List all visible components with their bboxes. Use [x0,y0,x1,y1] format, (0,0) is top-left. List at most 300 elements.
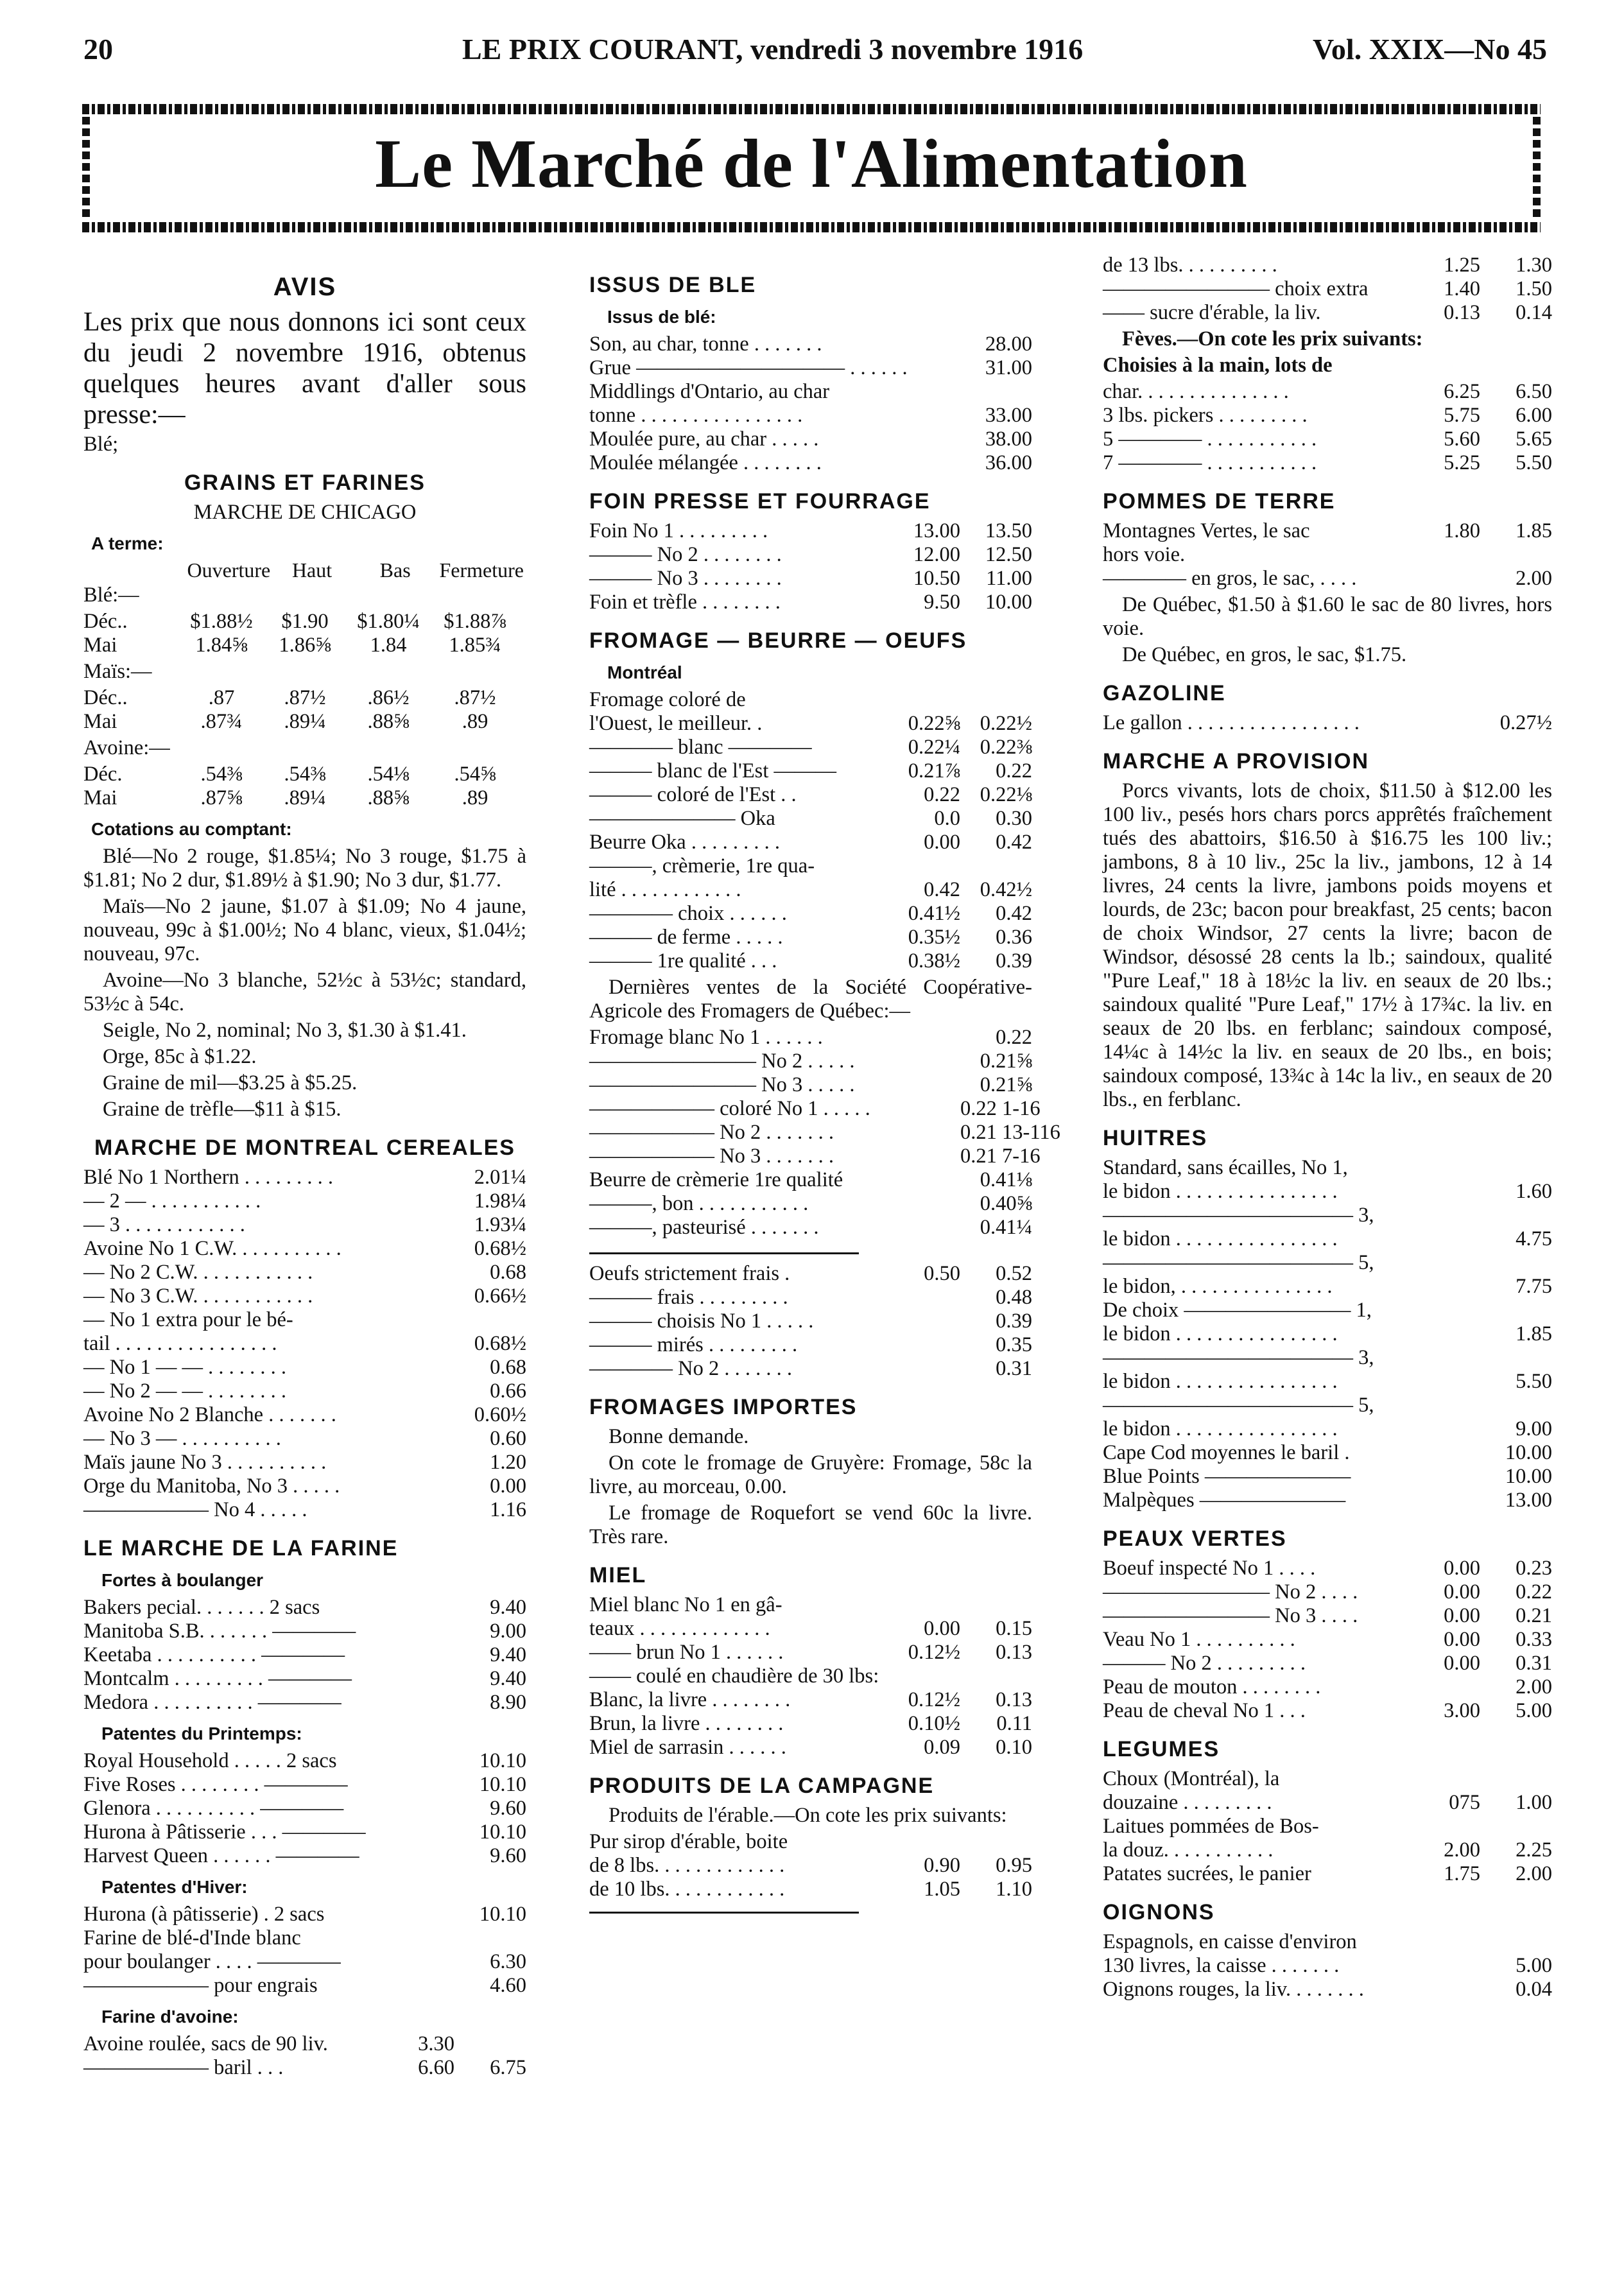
avoine-heading: Farine d'avoine: [101,2007,239,2027]
item-price: 9.40 [490,1596,526,1619]
price-row [1103,451,1552,475]
item-label: —————— baril . . . [83,2056,284,2079]
price-row [83,1213,526,1237]
item-price-high: 0.11 [996,1712,1032,1735]
paragraph: Seigle, No 2, nominal; No 3, $1.30 à $1.41. [103,1019,467,1042]
paragraph: De Québec, $1.50 à $1.60 le sac de 80 livres, hors voie. [1103,593,1552,640]
item-price: 7.75 [1516,1275,1552,1298]
item-price [1480,1394,1552,1417]
item-price: 10.50 [913,567,960,590]
futures-price: 1.85¾ [449,634,501,657]
item-price: 0.60½ [474,1403,526,1426]
price-row [1103,1465,1552,1489]
price-row [83,1237,526,1261]
item-label: Choux (Montréal), la [1103,1767,1280,1790]
item-price: 36.00 [985,451,1032,474]
price-row [589,1026,1032,1050]
item-label: teaux . . . . . . . . . . . . . [589,1617,770,1640]
price-row [589,451,1032,475]
item-label: ——— No 3 . . . . . . . . [589,567,782,590]
item-price: 0.21⅝ [980,1050,1032,1073]
item-price-high: 6.00 [1516,404,1552,427]
paragraph: De Québec, en gros, le sac, $1.75. [1122,643,1407,666]
foin-list [589,519,1032,614]
item-price: 0.41⅛ [980,1168,1032,1191]
printemps-heading: Patentes du Printemps: [101,1724,302,1743]
item-label: —————— No 2 . . . . . . . [589,1121,834,1144]
item-price: 10.10 [479,1773,526,1796]
item-price-high: 0.31 [1516,1652,1552,1675]
item-label: Peau de mouton . . . . . . . . [1103,1675,1321,1699]
item-price [888,854,960,878]
futures-price: $1.88½ [190,610,253,633]
item-label: —————— pour engrais [83,1974,318,1997]
item-price-high: 0.95 [996,1854,1032,1877]
futures-price: $1.90 [281,610,329,633]
item-price: 10.00 [1505,1465,1552,1488]
item-price [1408,1675,1480,1699]
item-price [888,1593,960,1617]
oeufs-list [589,1262,1032,1381]
item-label: ———————— No 3 . . . . [1103,1604,1358,1627]
ornamental-border-top [82,104,1541,114]
item-label: ———— No 2 . . . . . . . [589,1357,792,1380]
item-label: Fromage blanc No 1 . . . . . . [589,1026,823,1049]
price-row [589,1641,1032,1664]
price-row [83,1926,526,1950]
item-price: 10.10 [479,1903,526,1926]
price-row [589,712,1032,736]
futures-price: .88⅝ [367,710,410,733]
item-price-high: 1.85 [1516,519,1552,542]
item-price [1480,1930,1552,1954]
section-title: Le Marché de l'Alimentation [375,126,1248,202]
item-label: —————— No 3 . . . . . . . [589,1145,834,1168]
avis-text: Les prix que nous donnons ici sont ceux du jeudi 2 novembre 1916, obtenus quelques heures avant d'aller sous presse:— [83,307,526,429]
price-row [1103,1628,1552,1652]
month-label: Déc.. [83,686,128,709]
item-price-high [1480,1815,1552,1838]
item-label: Hurona à Pâtisserie . . . ———— [83,1820,366,1844]
peaux-heading: PEAUX VERTES [1103,1526,1287,1551]
paragraph: Le fromage de Roquefort se vend 60c la livre. Très rare. [589,1501,1032,1548]
price-row [1103,1767,1552,1791]
item-price-high: 0.48 [996,1286,1032,1309]
item-price: 0.00 [1444,1604,1480,1627]
futures-price: .89 [462,786,488,809]
price-row [589,1688,1032,1712]
item-price: 0.21 13-116 [960,1121,1060,1144]
price-row [589,404,1032,428]
price-row [83,1474,526,1498]
item-price: 0.10½ [908,1712,960,1735]
item-label: Keetaba . . . . . . . . . . ———— [83,1643,345,1666]
futures-row [83,610,526,634]
price-row [589,783,1032,807]
item-label: le bidon . . . . . . . . . . . . . . . . [1103,1322,1338,1345]
provision-heading: MARCHE A PROVISION [1103,749,1370,774]
item-price: 10.10 [479,1820,526,1844]
item-label: —— coulé en chaudière de 30 lbs: [589,1664,879,1688]
item-price: 0.50 [924,1262,960,1285]
item-label: ——— blanc de l'Est ——— [589,759,836,782]
price-row [1103,1394,1552,1417]
item-price: 0.00 [1444,1580,1480,1604]
price-row [1103,711,1552,735]
item-label: Avoine No 1 C.W. . . . . . . . . . . [83,1237,341,1260]
item-price: 0.41¼ [980,1216,1032,1239]
price-row [589,1262,1032,1286]
item-price [1408,1815,1480,1838]
item-price-high: 0.35 [996,1333,1032,1356]
price-row [589,807,1032,831]
futures-price: .54⅜ [284,763,326,786]
item-price [1408,567,1480,591]
item-price: 5.75 [1444,404,1480,427]
item-label: ——— No 2 . . . . . . . . . [1103,1652,1306,1675]
item-label: —————— coloré No 1 . . . . . [589,1097,870,1120]
item-price: 1.80 [1444,519,1480,542]
item-price-high: 0.13 [996,1641,1032,1664]
item-price [888,1310,960,1333]
item-label: Moulée pure, au char . . . . . [589,428,819,451]
item-price-high: 0.22 [996,759,1032,782]
item-label: Blue Points ——————— [1103,1465,1351,1488]
price-row [1103,1346,1552,1370]
item-price-high: 0.13 [996,1688,1032,1711]
item-price: 10.00 [1505,1441,1552,1464]
month-label: Déc.. [83,610,128,633]
item-price: 0.22 1-16 [960,1097,1041,1120]
price-row [589,1073,1032,1097]
item-label: Grue —————————— . . . . . . [589,356,908,379]
item-label: ———————— No 2 . . . . . [589,1050,855,1073]
item-label: ——— coloré de l'Est . . [589,783,797,806]
item-price [454,1308,526,1332]
price-row [1103,1417,1552,1441]
price-row [83,1261,526,1284]
item-price: 4.75 [1516,1227,1552,1250]
item-price: 0.00 [924,1617,960,1640]
item-label: de 8 lbs. . . . . . . . . . . . . [589,1854,785,1877]
feves-text: Fèves.—On cote les prix suivants: [1122,327,1423,350]
price-row [589,1617,1032,1641]
item-label: Avoine roulée, sacs de 90 liv. [83,2032,328,2055]
item-label: Blanc, la livre . . . . . . . . [589,1688,791,1711]
futures-price: .88⅝ [367,786,410,809]
item-label: lité . . . . . . . . . . . . [589,878,741,901]
item-label: Five Roses . . . . . . . . ———— [83,1773,348,1796]
price-row [1103,567,1552,591]
item-label: le bidon . . . . . . . . . . . . . . . . [1103,1417,1338,1440]
price-row [1103,277,1552,301]
price-row [589,543,1032,567]
futures-price: .87½ [284,686,326,709]
item-label: — 2 — . . . . . . . . . . . [83,1189,261,1213]
item-label: de 13 lbs. . . . . . . . . . [1103,254,1277,277]
item-price [888,1830,960,1854]
gazoline-heading: GAZOLINE [1103,681,1226,705]
price-row [83,2056,526,2080]
item-label: Middlings d'Ontario, au char [589,380,830,403]
huitres-list [1103,1156,1552,1512]
issus-list [589,333,1032,475]
price-row [83,1797,526,1820]
item-price: 0.60 [490,1427,526,1450]
item-price-high: 0.31 [996,1357,1032,1380]
item-label: Malpèques ——————— [1103,1489,1346,1512]
peaux-list [1103,1557,1552,1723]
commodity-label: Maïs:— [83,660,152,683]
futures-table [83,584,526,810]
price-row [1103,1251,1552,1275]
item-price-high: 0.22⅛ [980,783,1032,806]
fortes-heading: Fortes à boulanger [101,1570,264,1590]
item-price-high: 0.42 [996,902,1032,925]
gazoline-list [1103,711,1552,735]
item-price: 0.40⅝ [980,1192,1032,1215]
month-label: Mai [83,634,117,657]
item-label: Miel blanc No 1 en gâ- [589,1593,782,1616]
item-price: 13.00 [913,519,960,542]
paragraph: Orge, 85c à $1.22. [103,1045,257,1068]
grains-heading: GRAINS ET FARINES [184,471,426,495]
item-label: Cape Cod moyennes le baril . [1103,1441,1350,1464]
price-row [589,759,1032,783]
futures-price: .87¾ [200,710,243,733]
price-row [83,1284,526,1308]
legumes-list [1103,1767,1552,1886]
price-row [589,1333,1032,1357]
item-price [1480,1156,1552,1180]
item-price: 0.42 [924,878,960,901]
column-1 [83,254,526,2263]
item-price-high: 0.23 [1516,1557,1552,1580]
item-label: ——— de ferme . . . . . [589,926,783,949]
comptant-heading: Cotations au comptant: [91,819,292,839]
item-price: 1.05 [924,1878,960,1901]
item-price-high [960,1664,1032,1688]
price-row [589,1593,1032,1617]
miel-heading: MIEL [589,1563,647,1587]
price-row [83,1332,526,1356]
item-label: Miel de sarrasin . . . . . . [589,1736,786,1759]
item-label: ———————————— 3, [1103,1346,1374,1369]
item-label: ———————— No 3 . . . . . [589,1073,855,1096]
oignons-list [1103,1930,1552,2001]
col-haut: Haut [291,558,333,582]
item-label: Medora . . . . . . . . . . ———— [83,1691,341,1714]
item-price-high: 13.50 [985,519,1032,542]
futures-column-headers [91,559,526,581]
item-label: Boeuf inspecté No 1 . . . . [1103,1557,1316,1580]
feves-subheading: Choisies à la main, lots de [1103,354,1333,377]
item-label: Hurona (à pâtisserie) . 2 sacs [83,1903,325,1926]
item-label: l'Ouest, le meilleur. . [589,712,763,735]
item-price [1408,543,1480,567]
item-price: 0.04 [1516,1978,1552,2001]
item-price-high: 5.50 [1516,451,1552,474]
item-label: Son, au char, tonne . . . . . . . [589,333,822,356]
publication-line: LE PRIX COURANT, vendredi 3 novembre 1916 [462,33,1084,65]
item-label: Patates sucrées, le panier [1103,1862,1311,1885]
printemps-list [83,1749,526,1868]
item-price [1480,1251,1552,1275]
item-price-high: 2.00 [1516,1675,1552,1699]
item-price-high [960,1830,1032,1854]
feves-list [1103,380,1552,475]
column-3 [1103,254,1552,2263]
avis-heading: AVIS [273,273,337,301]
miel-list [589,1593,1032,1759]
item-price: 0.00 [1444,1628,1480,1651]
price-row [1103,1489,1552,1512]
item-label: ———— choix . . . . . . [589,902,787,925]
item-label: ——— choisis No 1 . . . . . [589,1310,814,1333]
item-price-high: 2.00 [1516,1862,1552,1885]
price-row [589,831,1032,854]
price-row [589,1192,1032,1216]
item-label: Beurre Oka . . . . . . . . . [589,831,780,854]
paragraph: Avoine—No 3 blanche, 52½c à 53½c; standard, 53½c à 54c. [83,969,526,1016]
legumes-heading: LEGUMES [1103,1737,1220,1761]
item-price: 1.20 [490,1451,526,1474]
item-label: ———————————— 5, [1103,1394,1374,1417]
paragraph: Graine de trèfle—$11 à $15. [103,1098,341,1121]
price-row [1103,519,1552,543]
futures-price: .89¼ [284,786,326,809]
price-row [589,1097,1041,1121]
futures-price: .89 [462,710,488,733]
price-row [589,333,1032,356]
item-label: pour boulanger . . . . ———— [83,1950,341,1973]
item-label: Le gallon . . . . . . . . . . . . . . . . . [1103,711,1360,734]
item-price: 10.10 [479,1749,526,1772]
price-row [1103,254,1552,277]
item-price [888,688,960,712]
item-label: Montcalm . . . . . . . . . ———— [83,1667,352,1690]
item-label: Foin No 1 . . . . . . . . . [589,519,768,542]
item-price: 6.60 [418,2056,454,2079]
price-row [589,854,1032,878]
item-price: 0.22 [924,783,960,806]
issus-heading: ISSUS DE BLE [589,273,757,297]
hiver-list [83,1903,526,1998]
item-price: 1.93¼ [474,1213,526,1236]
col-fermeture: Fermeture [439,558,524,582]
campagne-heading: PRODUITS DE LA CAMPAGNE [589,1774,935,1798]
item-price: 0.21⅝ [980,1073,1032,1096]
item-price: 0.68½ [474,1237,526,1260]
item-label: Espagnols, en caisse d'environ [1103,1930,1357,1953]
price-row [589,1830,1032,1854]
item-price: 9.40 [490,1643,526,1666]
price-row [589,1854,1032,1878]
paragraph: Blé—No 2 rouge, $1.85¼; No 3 rouge, $1.75 à $1.81; No 2 dur, $1.89½ à $1.90; No 3 dur, $1.77. [83,845,526,892]
item-label: —— brun No 1 . . . . . . [589,1641,784,1664]
price-row [1103,1441,1552,1465]
futures-price: .87⅝ [200,786,243,809]
comptant-list [83,845,526,1121]
col-bas: Bas [379,558,411,582]
item-label: Peau de cheval No 1 . . . [1103,1699,1306,1722]
item-price [888,1357,960,1381]
item-price: 9.00 [1516,1417,1552,1440]
item-label: Montagnes Vertes, le sac [1103,519,1310,542]
futures-row [83,710,526,734]
price-row [1103,1675,1552,1699]
item-price-high: 11.00 [986,567,1032,590]
item-price [960,380,1032,404]
item-label: — No 1 — — . . . . . . . . [83,1356,286,1379]
item-price: 8.90 [490,1691,526,1714]
price-row [83,1820,526,1844]
item-label: le bidon . . . . . . . . . . . . . . . . [1103,1180,1338,1203]
price-row [83,1749,526,1773]
item-price: 0.13 [1444,301,1480,324]
item-label: Farine de blé-d'Inde blanc [83,1926,301,1950]
item-price: 0.0 [934,807,960,830]
item-price-high: 12.50 [985,543,1032,566]
fromage-list [589,688,1032,973]
price-row [589,380,1032,404]
item-price: 9.00 [490,1620,526,1643]
item-price-high: 0.14 [1516,301,1552,324]
month-label: Mai [83,710,117,733]
item-price: 0.66 [490,1379,526,1403]
price-row [83,1974,526,1998]
item-label: 3 lbs. pickers . . . . . . . . . [1103,404,1308,427]
item-label: ——— frais . . . . . . . . . [589,1286,788,1309]
cooperative-list [589,1026,1060,1240]
item-price: 1.75 [1444,1862,1480,1885]
item-price [1480,1204,1552,1227]
item-price: 31.00 [985,356,1032,379]
sucre-list [1103,254,1552,325]
item-label: —————— No 4 . . . . . [83,1498,307,1521]
price-row [589,567,1032,591]
month-label: Déc. [83,763,123,786]
campagne-text: Produits de l'érable.—On cote les prix suivants: [609,1804,1007,1827]
running-head [83,32,1547,73]
item-label: 130 livres, la caisse . . . . . . . [1103,1954,1340,1977]
item-price: 0.68½ [474,1332,526,1355]
item-label: —— sucre d'érable, la liv. [1103,301,1321,324]
item-label: Beurre de crèmerie 1re qualité [589,1168,843,1191]
futures-price: .87 [208,686,235,709]
item-price: 6.25 [1444,380,1480,403]
price-row [83,1451,526,1474]
campagne-list [589,1830,1032,1901]
item-label: ——— 1re qualité . . . [589,949,777,973]
price-row [1103,1156,1552,1180]
item-price: 9.60 [490,1844,526,1867]
avis-note: Blé; [83,433,119,456]
price-row [589,591,1032,614]
divider [589,1252,859,1254]
item-price: 5.50 [1516,1370,1552,1393]
month-label: Mai [83,786,117,809]
price-row [1103,404,1552,428]
price-row [589,1216,1032,1240]
item-label: tonne . . . . . . . . . . . . . . . . [589,404,803,427]
item-label: char. . . . . . . . . . . . . . . [1103,380,1289,403]
item-price-high: 5.00 [1516,1699,1552,1722]
item-label: ———————— choix extra [1103,277,1369,300]
price-row [1103,380,1552,404]
issus-subheading: Issus de blé: [607,307,716,327]
item-label: de 10 lbs. . . . . . . . . . . . [589,1878,785,1901]
